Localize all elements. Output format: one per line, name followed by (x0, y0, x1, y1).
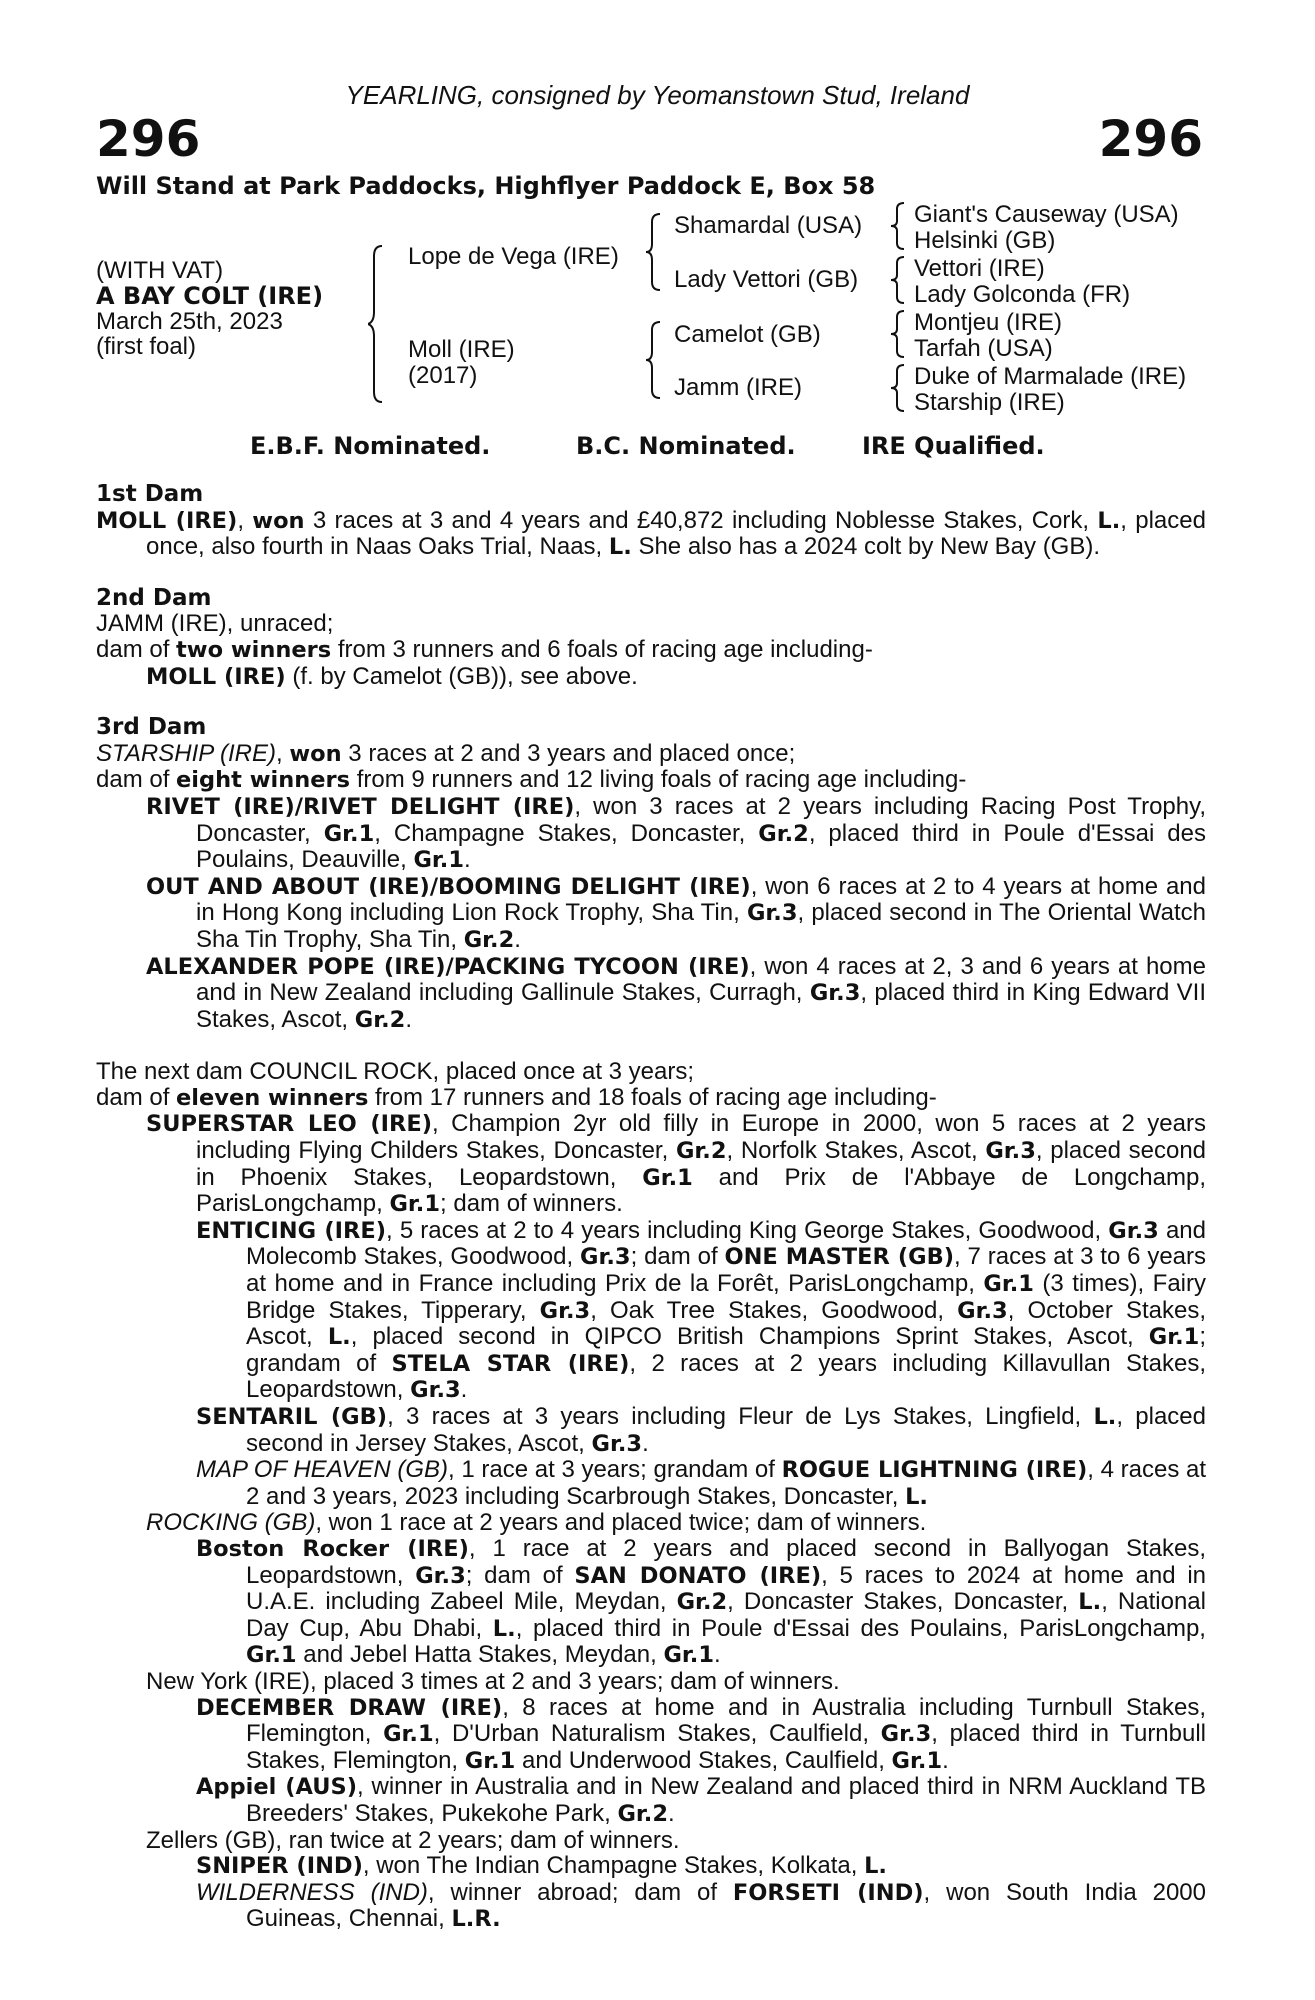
next-dam-grandchild: SENTARIL (GB), 3 races at 3 years including Fleur de Lys Stakes, Lingfield, L., placed second in Jersey Stakes, Ascot, Gr.3. (196, 1403, 1206, 1457)
page-header: YEARLING, consigned by Yeomanstown Stud, Ireland (345, 80, 970, 110)
next-dam-child: SUPERSTAR LEO (IRE), Champion 2yr old filly in Europe in 2000, won 5 races at 2 years including Flying Childers Stakes, Doncaster, Gr.2, Norfolk Stakes, Ascot, Gr.3, placed second in Phoenix Stakes, Leopardstown, Gr.1 and Prix de l'Abbaye de Longchamp, ParisLongchamp, Gr.1; dam of winners. (146, 1110, 1207, 1218)
dam-sire: Camelot (GB) (674, 321, 821, 348)
third-dam-child: RIVET (IRE)/RIVET DELIGHT (IRE), won 3 races at 2 years including Racing Post Trophy, Doncaster, Gr.1, Champagne Stakes, Doncaster, Gr.2, placed third in Poule d'Essai des Poulains, Deauville, Gr.1. (146, 792, 1206, 874)
ire-qualified: IRE Qualified. (862, 432, 1045, 460)
next-dam-child: New York (IRE), placed 3 times at 2 and 3 years; dam of winners. (146, 1667, 840, 1695)
sire: Lope de Vega (IRE) (408, 243, 619, 270)
dss: Montjeu (IRE) (914, 309, 1063, 336)
first-dam-heading: 1st Dam (96, 481, 204, 507)
third-dam-child: ALEXANDER POPE (IRE)/PACKING TYCOON (IRE), won 4 races at 2, 3 and 6 years at home and in New Zealand including Gallinule Stakes, Curragh, Gr.3, placed third in King Edward VII Stakes, Ascot, Gr.2. (146, 952, 1206, 1033)
second-dam-heading: 2nd Dam (96, 584, 212, 611)
third-dam-child: OUT AND ABOUT (IRE)/BOOMING DELIGHT (IRE), won 6 races at 2 to 4 years at home and in Hong Kong including Lion Rock Trophy, Sha Tin, Gr.3, placed second in The Oriental Watch Sha Tin Trophy, Sha Tin, Gr.2. (146, 872, 1206, 953)
next-dam-child: Zellers (GB), ran twice at 2 years; dam of winners. (146, 1826, 680, 1854)
first-dam-entry: MOLL (IRE), won 3 races at 3 and 4 years and £40,872 including Noblesse Stakes, Cork, L., placed once, also fourth in Naas Oaks Trial, Naas, L. She also has a 2024 colt by New Bay (GB). (96, 506, 1206, 561)
subject-foaled: March 25th, 2023 (96, 308, 283, 335)
pedigree-brace-1 (368, 244, 388, 404)
ddd: Starship (IRE) (914, 389, 1065, 416)
next-dam-grandchild: Appiel (AUS), winner in Australia and in New Zealand and placed third in NRM Auckland TB Breeders' Stakes, Pukekohe Park, Gr.2. (196, 1773, 1207, 1827)
next-dam-grandchild: ENTICING (IRE), 5 races at 2 to 4 years including King George Stakes, Goodwood, Gr.3 and Molecomb Stakes, Goodwood, Gr.3; dam of ONE MASTER (GB), 7 races at 3 to 6 years at home and in France including Prix de la Forêt, ParisLongchamp, Gr.1 (3 times), Fairy Bridge Stakes, Tipperary, Gr.3, Oak Tree Stakes, Goodwood, Gr.3, October Stakes, Ascot, L., placed second in QIPCO British Champions Sprint Stakes, Ascot, Gr.1; grandam of STELA STAR (IRE), 2 races at 2 years including Killavullan Stakes, Leopardstown, Gr.3. (196, 1216, 1207, 1404)
dam: Moll (IRE) (408, 336, 515, 363)
sire-dam: Lady Vettori (GB) (674, 266, 859, 293)
subject-note: (first foal) (96, 333, 197, 360)
dsd: Tarfah (USA) (914, 335, 1053, 362)
next-dam-grandchild: SNIPER (IND), won The Indian Champagne Stakes, Kolkata, L. (196, 1852, 887, 1880)
next-dam-grandchild: WILDERNESS (IND), winner abroad; dam of FORSETI (IND), won South India 2000 Guineas, Chennai, L.R. (196, 1878, 1206, 1933)
third-dam-line: STARSHIP (IRE), won 3 races at 2 and 3 years and placed once; (96, 739, 796, 767)
dam-year: (2017) (408, 362, 478, 389)
next-dam-line: The next dam COUNCIL ROCK, placed once at 3 years; (96, 1058, 695, 1086)
sds: Vettori (IRE) (914, 255, 1045, 282)
next-dam-grandchild: Boston Rocker (IRE), 1 race at 2 years and placed second in Ballyogan Stakes, Leopardstown, Gr.3; dam of SAN DONATO (IRE), 5 races to 2024 at home and in U.A.E. including Zabeel Mile, Meydan, Gr.2, Doncaster Stakes, Doncaster, L., National Day Cup, Abu Dhabi, L., placed third in Poule d'Essai des Poulains, ParisLongchamp, Gr.1 and Jebel Hatta Stakes, Meydan, Gr.1. (196, 1534, 1207, 1669)
sdd: Lady Golconda (FR) (914, 281, 1131, 308)
pedigree-brace-4 (890, 200, 908, 252)
ebf-nomination: E.B.F. Nominated. (250, 432, 491, 460)
third-dam-heading: 3rd Dam (96, 714, 207, 741)
pedigree-brace-7 (890, 362, 908, 414)
second-dam-line: JAMM (IRE), unraced; (96, 610, 334, 638)
bc-nomination: B.C. Nominated. (576, 432, 796, 460)
family-details (96, 482, 1206, 1933)
lot-number-right: 296 (1098, 110, 1203, 168)
subject-name: A BAY COLT (IRE) (96, 282, 324, 310)
sire-sire: Shamardal (USA) (674, 212, 863, 239)
pedigree-brace-5 (890, 254, 908, 306)
next-dam-produce: dam of eleven winners from 17 runners and 18 foals of racing age including- (96, 1083, 937, 1111)
second-dam-child: MOLL (IRE) (f. by Camelot (GB)), see above. (146, 662, 638, 690)
next-dam-grandchild: MAP OF HEAVEN (GB), 1 race at 3 years; grandam of ROGUE LIGHTNING (IRE), 4 races at 2 and 3 years, 2023 including Scarbrough Stakes, Doncaster, L. (196, 1456, 1207, 1510)
third-dam-produce: dam of eight winners from 9 runners and 12 living foals of racing age including- (96, 766, 967, 794)
pedigree-brace-3 (646, 320, 666, 400)
pedigree-brace-6 (890, 308, 908, 360)
second-dam-produce: dam of two winners from 3 runners and 6 foals of racing age including- (96, 635, 873, 663)
sss: Giant's Causeway (USA) (914, 201, 1179, 228)
pedigree-brace-2 (646, 212, 666, 292)
next-dam-grandchild: DECEMBER DRAW (IRE), 8 races at home and in Australia including Turnbull Stakes, Flemington, Gr.1, D'Urban Naturalism Stakes, Caulfield, Gr.3, placed third in Turnbull Stakes, Flemington, Gr.1 and Underwood Stakes, Caulfield, Gr.1. (196, 1693, 1207, 1774)
vat-note: (WITH VAT) (96, 257, 224, 284)
lot-number-left: 296 (96, 110, 201, 168)
dds: Duke of Marmalade (IRE) (914, 363, 1187, 390)
ssd: Helsinki (GB) (914, 227, 1056, 254)
next-dam-child: ROCKING (GB), won 1 race at 2 years and placed twice; dam of winners. (146, 1509, 927, 1537)
dam-dam: Jamm (IRE) (674, 374, 802, 401)
location-line: Will Stand at Park Paddocks, Highflyer Paddock E, Box 58 (96, 172, 876, 200)
